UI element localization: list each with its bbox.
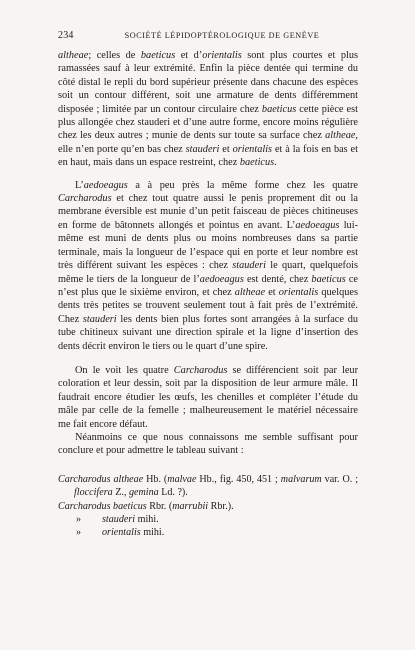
italic-term: altheae xyxy=(58,50,89,61)
italic-term: gemina xyxy=(128,487,159,499)
italic-term: orientalis xyxy=(278,286,319,298)
italic-term: altheae xyxy=(325,130,356,142)
species-item-baeticus: Carcharodus baeticus Rbr. (marrubii Rbr.). xyxy=(58,500,234,512)
italic-term: Carcharodus altheae xyxy=(58,473,144,485)
paragraph-3: On le voit les quatre Carcharodus se différencient soit par leur coloration et leur dessin, soit par la disposition de leur armure mâle. Il faudrait encore étudier les œufs, les chenilles et compléter l’étude du mâle par celle de la femelle ; malheureusement le matériel nécessaire me fait encore défaut. xyxy=(58,364,358,430)
italic-term: baeticus xyxy=(239,157,275,169)
ditto-mark: » xyxy=(76,527,82,539)
species-item-orientalis xyxy=(58,526,358,539)
italic-term: aedoeagus xyxy=(199,273,244,285)
italic-term: marrubii xyxy=(172,500,209,512)
italic-term: orientalis xyxy=(232,143,273,155)
italic-term: floccifera xyxy=(74,487,113,499)
paragraph-4: Néanmoins ce que nous connaissons me semble suffisant pour conclure et pour admettre le tableau suivant : xyxy=(58,431,358,457)
page-header xyxy=(58,30,358,44)
species-item-stauderi-text: stauderi mihi. xyxy=(102,514,159,525)
italic-term: baeticus xyxy=(140,50,176,61)
italic-term: orientalis xyxy=(202,50,242,61)
italic-term: Carcharodus xyxy=(58,193,112,205)
species-item-orientalis-text: orientalis mihi. xyxy=(102,527,165,539)
paragraph-2: L’aedoeagus a à peu près la même forme chez les quatre Carcharodus et chez tout quatre aussi le penis proprement dit ou la membrane éversible est munie d’un petit faisceau de pièces chitineuses en forme de bâtonnets allongés et pointus en avant. L’aedoeagus lui-même est muni de dents plus ou moins nombreuses dans sa partie terminale, mais la longueur de l’espace qui en porte et leur nombre est très différent suivant les espèces : chez stauderi le quart, quelquefois même le tiers de la longueur de l’aedoeagus est denté, chez baeticus ce n’est plus que le sixième environ, et chez altheae et orientalis quelques dents très petites se trouvent seulement tout à fait près de l’extrémité. Chez stauderi les dents bien plus fortes sont arrangées à la surface du tube chitineux suivant une direction spirale et la ligne d’insertion des dents décrit environ le tiers ou le quart d’une spire. xyxy=(58,179,358,352)
paragraph-1: altheae; celles de baeticus et d’orientalis sont plus courtes et plus ramassées sauf à leur extrémité. Enfin la pièce dentée qui termine du côté distal le repli du bord supérieur présente dans chacune des espèces soit un contour différent, soit une armature de dents différemment disposée ; limitée par un contour circulaire chez baeticus cette pièce est plus allongée chez stauderi et d’une autre forme, encore moins régulière chez les deux autres ; munie de dents sur toute sa surface chez altheae, elle n’en porte qu’en bas chez stauderi et orientalis et à la fois en bas et en haut, mais dans un espace restreint, chez baeticus. xyxy=(58,50,358,169)
italic-term: Carcharodus baeticus xyxy=(58,500,147,512)
italic-term: altheae xyxy=(234,286,266,298)
italic-term: Carcharodus xyxy=(173,364,228,376)
italic-term: malvarum xyxy=(280,473,322,485)
italic-term: stauderi xyxy=(82,313,117,325)
italic-term: orientalis xyxy=(102,527,141,539)
species-list xyxy=(58,473,358,540)
italic-term: aedoeagus xyxy=(295,219,340,231)
italic-term: aedoeagus xyxy=(83,179,128,191)
italic-term: baeticus xyxy=(261,103,297,115)
species-item-altheae: Carcharodus altheae Hb. (malvae Hb., fig. 450, 451 ; malvarum var. O. ; floccifera Z., gemina Ld. ?). xyxy=(58,473,358,499)
italic-term: stauderi xyxy=(102,514,136,525)
italic-term: stauderi xyxy=(232,260,267,272)
italic-term: malvae xyxy=(167,473,197,485)
page-number: 234 xyxy=(58,30,74,41)
italic-term: baeticus xyxy=(311,273,346,285)
species-item-stauderi xyxy=(58,513,358,526)
italic-term: stauderi xyxy=(185,143,220,155)
running-head: SOCIÉTÉ LÉPIDOPTÉROLOGIQUE DE GENÈVE xyxy=(124,31,320,40)
ditto-mark: » xyxy=(76,514,82,525)
body-text xyxy=(58,49,358,540)
